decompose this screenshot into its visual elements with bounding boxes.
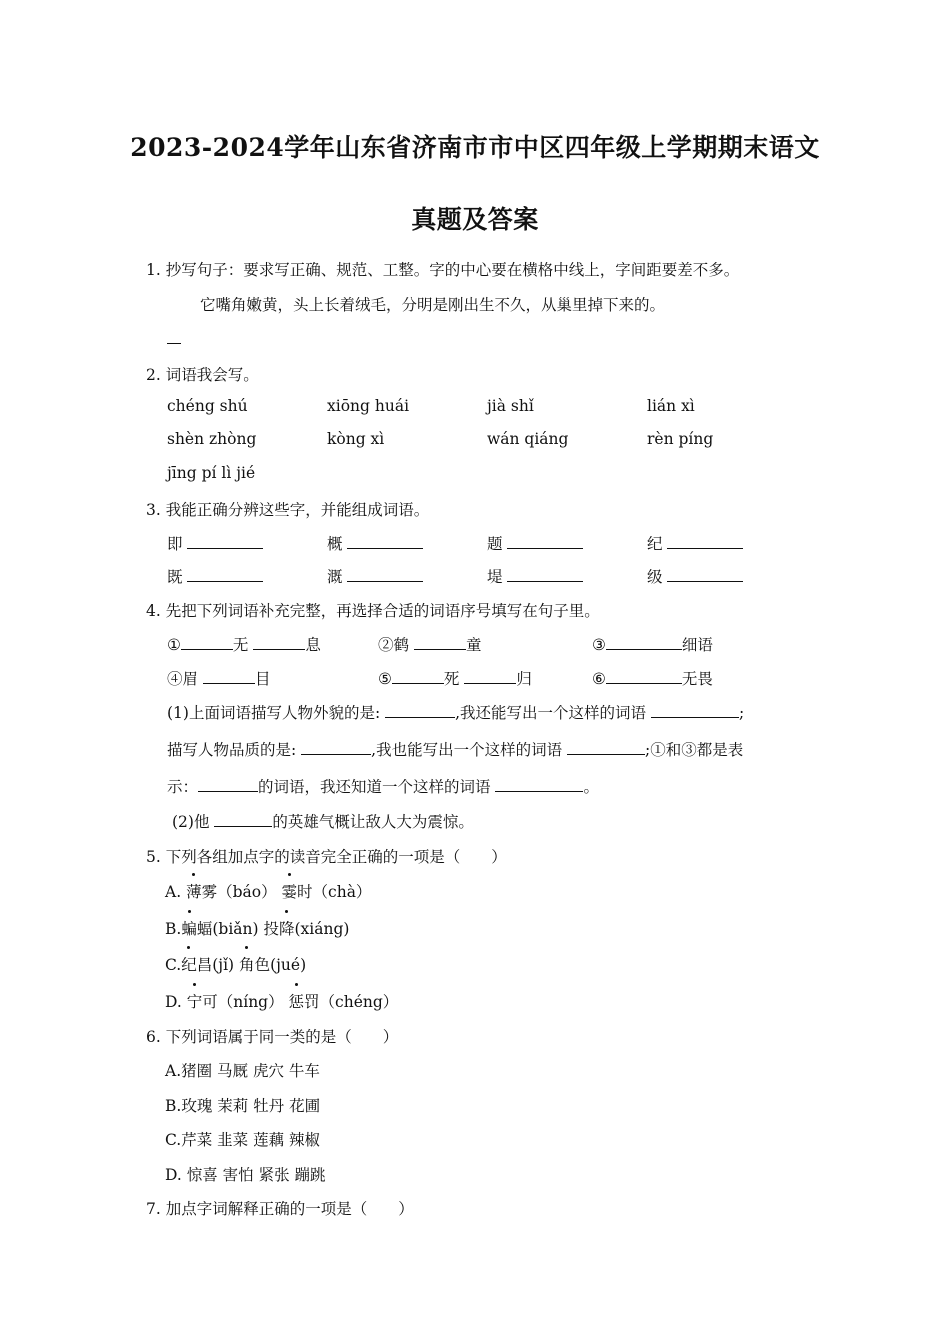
dotted-char: 薄 [186,880,202,902]
q4-item-6: ⑥ 无畏 [592,670,713,688]
q4-item-1: ① 无 息 [167,636,321,654]
q3-char: 既 [167,568,183,586]
q3-char: 堤 [487,568,503,586]
q3-char: 概 [327,535,343,553]
q2-pinyin: wán qiáng [487,430,569,448]
q4-item-5: ⑤ 死 归 [378,670,532,688]
q2-pinyin: jià shǐ [487,397,534,415]
q3-char: 即 [167,535,183,553]
q4-item-4: ④眉 目 [167,670,271,688]
q3-item [647,532,743,554]
q4-blank[interactable] [651,703,739,718]
q6-option-d[interactable]: D. 惊喜 害怕 紧张 蹦跳 [165,1166,326,1184]
q2-pinyin: chéng shú [167,397,248,415]
q3-blank[interactable] [667,534,743,549]
q4-sentence-4: (2)他 的英雄气概让敌人大为震惊。 [172,813,474,831]
q3-char: 纪 [647,535,663,553]
q3-char: 级 [647,568,663,586]
q4-blank[interactable] [606,669,682,684]
q3-blank[interactable] [347,567,423,582]
dotted-char: 惩 [289,990,305,1012]
q3-prompt: 3. 我能正确分辨这些字，并能组成词语。 [146,501,430,519]
doc-title-line2: 真题及答案 [411,205,539,234]
q3-blank[interactable] [347,534,423,549]
q5-option-c[interactable]: C.纪昌(jǐ) 角色(jué) [165,953,306,975]
q6-option-a[interactable]: A.猪圈 马厩 虎穴 牛车 [165,1062,320,1080]
q4-sentence-1: (1)上面词语描写人物外貌的是: ,我还能写出一个这样的词语 ; [167,704,745,722]
dotted-char: 宁 [187,990,203,1012]
q4-sentence-2: 描写人物品质的是: ,我也能写出一个这样的词语 ;①和③都是表 [167,741,744,759]
q4-sentence-3: 示： 的词语，我还知道一个这样的词语 。 [167,778,599,796]
q3-blank[interactable] [187,534,263,549]
q4-item-2: ②鹤 童 [378,636,482,654]
q3-item [487,565,583,587]
q4-blank[interactable] [301,740,371,755]
q4-blank[interactable] [253,635,305,650]
q2-pinyin: xiōng huái [327,397,410,415]
q3-blank[interactable] [507,567,583,582]
q3-item [167,532,263,554]
q4-blank[interactable] [464,669,516,684]
q4-blank[interactable] [495,777,583,792]
q3-item [327,532,423,554]
q3-blank[interactable] [187,567,263,582]
dotted-char: 霎 [282,880,298,902]
q4-blank[interactable] [606,635,682,650]
q4-blank[interactable] [414,635,466,650]
q4-blank[interactable] [203,669,255,684]
q4-blank[interactable] [567,740,645,755]
q2-pinyin: rèn píng [647,430,714,448]
q4-blank[interactable] [392,669,444,684]
q3-char: 题 [487,535,503,553]
q3-item [487,532,583,554]
q3-char: 溉 [327,568,343,586]
q4-blank[interactable] [198,777,258,792]
q5-option-d[interactable]: D. 宁可（níng） 惩罚（chéng） [165,990,398,1012]
q7-prompt: 7. 加点字词解释正确的一项是（ ） [146,1200,414,1218]
q6-option-c[interactable]: C.芹菜 韭菜 莲藕 辣椒 [165,1131,321,1149]
q4-item-3: ③ 细语 [592,636,713,654]
q3-blank[interactable] [667,567,743,582]
q6-prompt: 6. 下列词语属于同一类的是（ ） [146,1028,399,1046]
q3-item [167,565,263,587]
q2-pinyin: shèn zhòng [167,430,257,448]
q5-prompt: 5. 下列各组加点字的读音完全正确的一项是（ ） [146,848,507,866]
q2-pinyin: lián xì [647,397,695,415]
dotted-char: 纪 [181,953,197,975]
dotted-char: 角 [239,953,255,975]
q2-pinyin: kòng xì [327,430,385,448]
dotted-char: 蝙 [181,917,197,939]
q4-blank[interactable] [214,812,272,827]
q5-option-a[interactable]: A. 薄雾（báo） 霎时（chà） [165,880,371,902]
q3-blank[interactable] [507,534,583,549]
q6-option-b[interactable]: B.玫瑰 茉莉 牡丹 花圃 [165,1097,321,1115]
q3-item [647,565,743,587]
q2-pinyin: jīng pí lì jié [167,464,256,482]
q4-blank[interactable] [181,635,233,650]
q5-option-b[interactable]: B.蝙蝠(biǎn) 投降(xiáng) [165,917,349,939]
dotted-char: 降 [279,917,295,939]
doc-title-line1: 2023-2024学年山东省济南市市中区四年级上学期期末语文 [130,133,820,162]
q4-blank[interactable] [385,703,455,718]
q1-answer-line[interactable] [167,333,181,344]
q3-item [327,565,423,587]
q2-prompt: 2. 词语我会写。 [146,366,259,384]
q1-prompt: 1. 抄写句子：要求写正确、规范、工整。字的中心要在横格中线上，字间距要差不多。 [146,261,740,279]
q4-prompt: 4. 先把下列词语补充完整，再选择合适的词语序号填写在句子里。 [146,602,600,620]
q1-sentence: 它嘴角嫩黄，头上长着绒毛，分明是刚出生不久，从巢里掉下来的。 [200,296,666,314]
